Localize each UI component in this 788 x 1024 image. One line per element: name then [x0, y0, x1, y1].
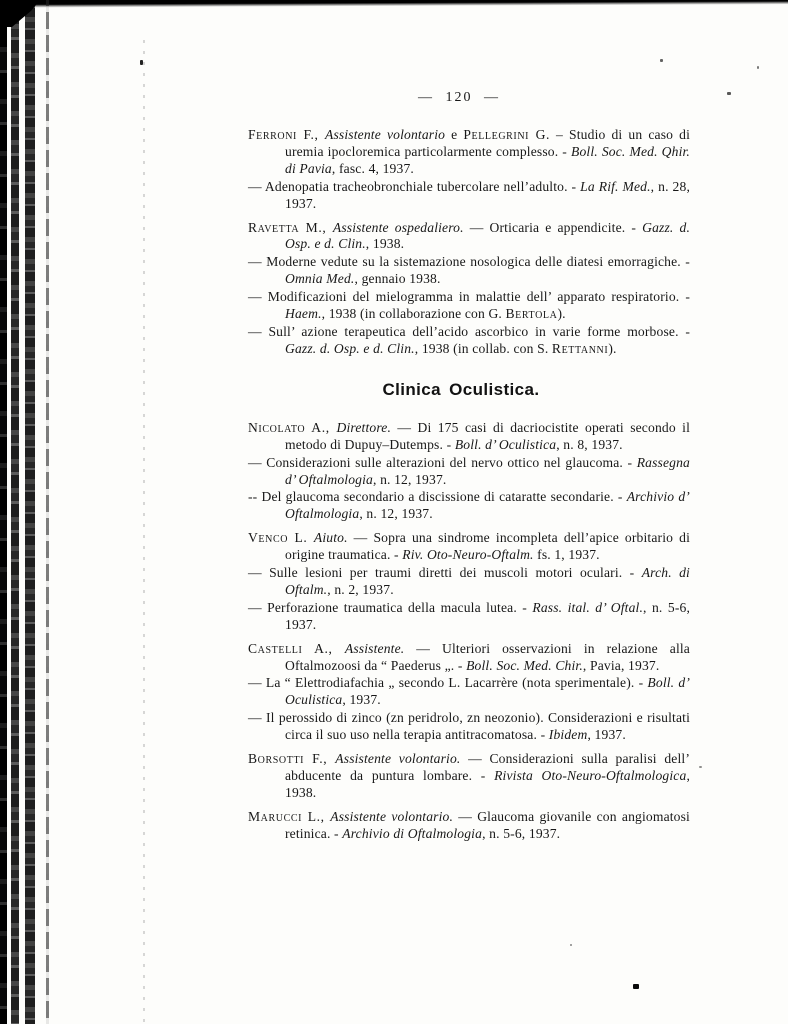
- entry-text: ).: [557, 306, 566, 322]
- journal-title: Assistente.: [344, 640, 405, 656]
- bib-entry: [248, 455, 690, 489]
- journal-title: Archivio di Oftalmologia: [342, 825, 483, 841]
- journal-title: La Rif. Med.: [580, 178, 651, 194]
- journal-title: Rass. ital. d’ Oftal.: [532, 599, 644, 615]
- journal-title: Haem.: [285, 306, 322, 322]
- entry-text: — Adenopatia tracheobronchiale tubercolare nell’adulto. -: [248, 178, 581, 194]
- bib-entry: [248, 220, 690, 254]
- journal-title: Rivista Oto-Neuro-Oftalmologica: [494, 768, 687, 783]
- entry-text: , 1938.: [365, 236, 405, 252]
- bibliography-section-oculistica: [248, 420, 690, 843]
- bib-entry: [248, 289, 690, 323]
- bib-entry: [248, 641, 690, 675]
- author-name: Bertola: [505, 306, 558, 322]
- bib-entry: [248, 600, 690, 634]
- journal-title: Aiuto.: [313, 530, 348, 546]
- entry-text: , n. 8, 1937.: [556, 436, 623, 452]
- journal-title: Omnia Med.: [285, 271, 355, 287]
- entry-text: — Modificazioni del mielogramma in malattie dell’ apparato respiratorio. -: [248, 289, 690, 305]
- journal-title: Boll. Soc. Med. Chir.: [466, 657, 583, 673]
- entry-text: , 1938 (in collaborazione con G.: [321, 306, 506, 322]
- journal-title: Assistente ospedaliero.: [332, 219, 464, 235]
- journal-title: Archivio d’ Oftalmologia: [285, 489, 690, 522]
- bib-entry: [248, 675, 690, 709]
- journal-title: Assistente volontario.: [330, 808, 454, 824]
- scan-top-edge: [22, 0, 788, 8]
- page-crease: [143, 40, 145, 1024]
- entry-text: , n. 12, 1937.: [372, 471, 447, 487]
- entry-text: , n. 28, 1937.: [285, 178, 691, 211]
- entry-text: — Moderne vedute su la sistemazione nosologica delle diatesi emorragiche. -: [248, 254, 690, 270]
- scan-speck: [660, 59, 663, 62]
- entry-text: — Considerazioni sulle alterazioni del nervo ottico nel glaucoma. -: [248, 454, 637, 470]
- journal-title: Assistente volontario.: [335, 751, 461, 767]
- entry-text: fs. 1, 1937.: [533, 547, 600, 563]
- bib-entry: [248, 489, 690, 523]
- book-binding-edge: [0, 0, 58, 1024]
- bib-entry: [248, 324, 690, 358]
- entry-text: , 1938.: [285, 768, 690, 800]
- entry-text: -- Del glaucoma secondario a discissione di cataratte secondarie. -: [248, 489, 627, 505]
- author-name: Borsotti F.,: [248, 751, 336, 767]
- entry-text: — La “ Elettrodiafachia „ secondo L. Lacarrère (nota sperimentale). -: [248, 675, 648, 691]
- bib-entry: [248, 565, 690, 599]
- author-name: Marucci L.,: [248, 808, 331, 824]
- entry-text: — Perforazione traumatica della macula lutea. -: [248, 599, 533, 615]
- entry-text: — Considerazioni sulla paralisi dell’ abducente da puntura lombare. -: [285, 751, 690, 783]
- scan-speck: [633, 984, 639, 989]
- binding-streak: [11, 0, 19, 1024]
- entry-text: — Il perossido di zinco (zn peridrolo, zn neozonio). Considerazioni e risultati circa il suo uso nella terapia antitracomatosa. -: [248, 710, 690, 743]
- entry-text: – Studio di un caso di uremia ipocloremica particolarmente complesso. -: [285, 127, 690, 159]
- bibliography-section-medicina: [248, 127, 690, 358]
- binding-streak: [46, 0, 49, 1024]
- journal-title: Boll. d’ Oculistica: [285, 675, 690, 708]
- entry-text: , fasc. 4, 1937.: [331, 160, 414, 176]
- author-name: Nicolato A.,: [248, 419, 337, 435]
- journal-title: Gazz. d. Osp. e d. Clin.: [285, 340, 415, 356]
- text-column: [248, 90, 690, 843]
- author-name: Venco L.: [248, 530, 314, 546]
- entry-text: — Sopra una sindrome incompleta dell’apice orbitario di origine traumatica. -: [285, 530, 690, 563]
- page-number: — 120 —: [418, 90, 500, 105]
- bib-entry: [248, 809, 690, 843]
- journal-title: Arch. di Oftalm.: [285, 565, 690, 597]
- entry-text: , n. 12, 1937.: [359, 506, 433, 522]
- journal-title: Boll. d’ Oculistica: [454, 436, 557, 452]
- journal-title: Riv. Oto-Neuro-Oftalm.: [402, 547, 534, 563]
- journal-title: Direttore.: [336, 419, 391, 435]
- author-name: Rettanni: [551, 340, 609, 356]
- bib-entry: [248, 179, 690, 213]
- entry-text: , 1937.: [587, 727, 626, 743]
- entry-text: — Ulteriori osservazioni in relazione alla Oftalmozoosi da “ Paederus „. -: [285, 640, 690, 673]
- journal-title: Boll. Soc. Med. Qhir. di Pavia: [285, 143, 690, 176]
- entry-text: , Pavia, 1937.: [582, 657, 660, 673]
- journal-title: Rassegna d’ Oftalmologia: [285, 454, 690, 487]
- journal-title: Ibidem: [548, 727, 588, 743]
- scan-speck: [570, 944, 572, 946]
- entry-text: ).: [608, 340, 617, 356]
- bib-entry: [248, 710, 690, 744]
- entry-text: — Sulle lesioni per traumi diretti dei muscoli motori oculari. -: [248, 565, 642, 581]
- scan-speck: [699, 766, 702, 768]
- binding-streak: [0, 0, 7, 1024]
- bib-entry: [248, 751, 690, 802]
- scan-speck: [727, 92, 731, 95]
- entry-text: — Glaucoma giovanile con angiomatosi retinica. -: [285, 808, 690, 841]
- bib-entry: [248, 420, 690, 454]
- author-name: Ferroni F.,: [248, 127, 326, 142]
- bib-entry: [248, 127, 690, 178]
- binding-streak: [25, 0, 35, 1024]
- entry-text: — Sull’ azione terapeutica dell’acido ascorbico in varie forme morbose. -: [248, 323, 690, 339]
- entry-text: , n. 2, 1937.: [327, 581, 394, 597]
- scan-speck: [140, 60, 143, 65]
- entry-text: , 1938 (in collab. con S.: [414, 340, 552, 356]
- journal-title: Gazz. d. Osp. e d. Clin.: [285, 219, 691, 252]
- entry-text: — Orticaria e appendicite. -: [463, 219, 643, 235]
- bib-entry: [248, 254, 690, 288]
- entry-text: — Di 175 casi di dacriocistite operati secondo il metodo di Dupuy–Dutemps. -: [285, 419, 691, 452]
- entry-text: , 1937.: [342, 692, 381, 708]
- author-name: Pellegrini G.: [463, 127, 551, 142]
- scan-speck: [757, 66, 759, 69]
- journal-title: Assistente volontario: [325, 127, 446, 142]
- section-heading: Clinica Oculistica.: [382, 379, 540, 399]
- entry-text: , n. 5-6, 1937.: [285, 599, 690, 632]
- bib-entry: [248, 530, 690, 564]
- entry-text: , gennaio 1938.: [354, 271, 441, 287]
- author-name: Castelli A.,: [248, 640, 345, 656]
- entry-text: , n. 5-6, 1937.: [482, 825, 561, 841]
- author-name: Ravetta M.,: [248, 219, 333, 235]
- entry-text: e: [445, 127, 464, 142]
